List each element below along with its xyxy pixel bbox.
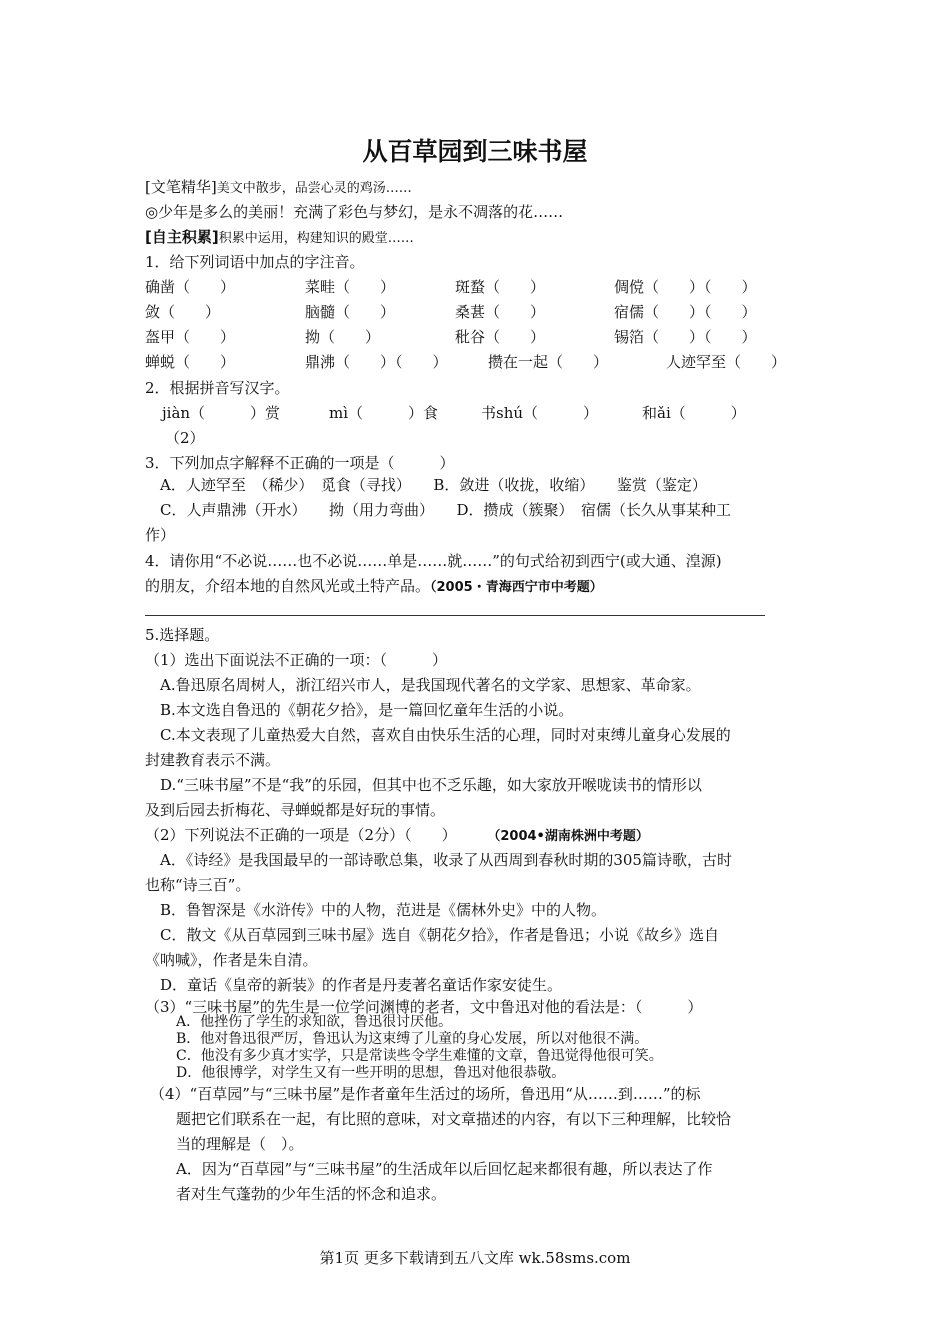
q5-title: 5.选择题。 <box>145 626 220 644</box>
q5-3-option-a: A．他挫伤了学生的求知欲，鲁迅很讨厌他。 <box>176 1014 453 1030</box>
q1-cell: 拗（ ） <box>305 328 381 346</box>
q1-title: 1．给下列词语中加点的字注音。 <box>145 253 365 271</box>
q3-option-cd-cont: 作） <box>145 526 176 544</box>
q1-cell: 菜畦（ ） <box>305 278 396 296</box>
q5-2-title <box>145 824 649 848</box>
q5-2-option-b: B．鲁智深是《水浒传》中的人物，范进是《儒林外史》中的人物。 <box>160 901 607 919</box>
q5-1-option-d: D.“三味书屋”不是“我”的乐园，但其中也不乏乐趣，如大家放开喉咙读书的情形以 <box>160 776 702 794</box>
q1-cell: 盔甲（ ） <box>145 328 236 346</box>
q5-3-option-c: C．他没有多少真才实学，只是常读些令学生难懂的文章，鲁迅觉得他很可笑。 <box>176 1048 663 1064</box>
q5-1-option-d-cont: 及到后园去折梅花、寻蝉蜕都是好玩的事情。 <box>145 801 446 819</box>
q3-option-ab: A．人迹罕至 （稀少） 觅食（寻找） B．敛进（收拢，收缩） 鉴赏（鉴定） <box>160 476 707 494</box>
q5-4-line3: 当的理解是（ ）。 <box>176 1135 304 1153</box>
q2-item: jiàn（ ）赏 <box>162 404 281 422</box>
wenbi-label: [文笔精华] <box>145 178 217 196</box>
q5-4-line2: 题把它们联系在一起，有比照的意味，对文章描述的内容，有以下三种理解，比较恰 <box>176 1110 732 1128</box>
q4-source: （2005・青海西宁市中考题） <box>430 580 603 595</box>
q2-item: 和ǎi（ ） <box>642 404 746 422</box>
q5-4-line1: （4）“百草园”与“三味书屋”是作者童年生活过的场所，鲁迅用“从……到……”的标 <box>150 1085 701 1103</box>
q5-1-option-c-cont: 封建教育表示不满。 <box>145 751 281 769</box>
intro-slogan: ◎少年是多么的美丽！充满了彩色与梦幻，是永不凋落的花…… <box>145 203 564 221</box>
q5-2-source: （2004•湖南株洲中考题） <box>487 829 649 844</box>
page-footer: 第1页 更多下载请到五八文库 wk.58sms.com <box>319 1249 631 1267</box>
q4-text2 <box>145 575 603 599</box>
q1-cell: 蝉蜕（ ） <box>145 353 236 371</box>
q4-text: 4．请你用“不必说……也不必说……单是……就……”的句式给初到西宁(或大通、湟源) <box>145 552 722 570</box>
q5-2-option-c-cont: 《呐喊》，作者是朱自清。 <box>145 951 318 969</box>
q5-1-option-b: B.本文选自鲁迅的《朝花夕拾》，是一篇回忆童年生活的小说。 <box>160 701 574 719</box>
q1-cell: 倜傥（ ）（ ） <box>614 278 757 296</box>
zizhu-label: [自主积累] <box>145 228 219 246</box>
q1-cell: 鼎沸（ ）（ ） <box>305 353 448 371</box>
q1-cell: 脑髓（ ） <box>305 303 396 321</box>
q1-cell: 锡箔（ ）（ ） <box>614 328 757 346</box>
q2-item: 书shú（ ） <box>481 404 599 422</box>
intro-wenbi <box>145 176 412 200</box>
q1-cell: 敛（ ） <box>145 303 221 321</box>
q5-1-option-a: A.鲁迅原名周树人，浙江绍兴市人，是我国现代著名的文学家、思想家、革命家。 <box>160 676 701 694</box>
q5-2-option-c: C．散文《从百草园到三味书屋》选自《朝花夕拾》，作者是鲁迅；小说《故乡》选自 <box>160 926 719 944</box>
q2-extra: （2） <box>165 429 205 447</box>
q1-cell: 人迹罕至（ ） <box>666 353 787 371</box>
q1-cell: 攒在一起（ ） <box>488 353 609 371</box>
q5-1-option-c: C.本文表现了儿童热爱大自然，喜欢自由快乐生活的心理，同时对束缚儿童身心发展的 <box>160 726 731 744</box>
intro-zizhu <box>145 226 414 250</box>
q5-2-title-text: （2）下列说法不正确的一项是（2分）（ ） <box>145 826 457 844</box>
q5-3-option-d: D．他很博学，对学生又有一些开明的思想，鲁迅对他很恭敬。 <box>176 1065 566 1081</box>
q5-3-option-b: B．他对鲁迅很严厉，鲁迅认为这束缚了儿童的身心发展，所以对他很不满。 <box>176 1031 649 1047</box>
q5-4-option-a-cont: 者对生气蓬勃的少年生活的怀念和追求。 <box>176 1185 447 1203</box>
q5-2-option-a-cont: 也称“诗三百”。 <box>145 876 251 894</box>
q5-3-title: （3）“三味书屋”的先生是一位学问渊博的老者，文中鲁迅对他的看法是：（ ） <box>145 998 703 1016</box>
q3-title: 3．下列加点字解释不正确的一项是（ ） <box>145 454 455 472</box>
q5-4-option-a: A．因为“百草园”与“三味书屋”的生活成年以后回忆起来都很有趣，所以表达了作 <box>176 1160 713 1178</box>
answer-line <box>145 615 765 616</box>
q1-cell: 确凿（ ） <box>145 278 236 296</box>
q4-text2-body: 的朋友，介绍本地的自然风光或土特产品。 <box>145 577 431 595</box>
q3-option-cd: C．人声鼎沸（开水） 拗（用力弯曲） D．攒成（簇聚） 宿儒（长久从事某种工 <box>160 501 732 519</box>
q5-2-option-d: D．童话《皇帝的新装》的作者是丹麦著名童话作家安徒生。 <box>160 976 563 994</box>
wenbi-text: 美文中散步，品尝心灵的鸡汤…… <box>216 181 412 196</box>
page-title: 从百草园到三味书屋 <box>362 137 588 166</box>
q5-1-title: （1）选出下面说法不正确的一项：（ ） <box>145 651 448 669</box>
q1-cell: 秕谷（ ） <box>455 328 546 346</box>
q1-cell: 宿儒（ ）（ ） <box>614 303 757 321</box>
q2-title: 2．根据拼音写汉字。 <box>145 379 290 397</box>
q1-cell: 斑蝥（ ） <box>455 278 546 296</box>
q5-2-option-a: A．《诗经》是我国最早的一部诗歌总集，收录了从西周到春秋时期的305篇诗歌，古时 <box>160 851 732 869</box>
q2-item: mì（ ）食 <box>329 404 439 422</box>
q1-cell: 桑葚（ ） <box>455 303 546 321</box>
zizhu-text: 积累中运用，构建知识的殿堂…… <box>218 231 414 246</box>
